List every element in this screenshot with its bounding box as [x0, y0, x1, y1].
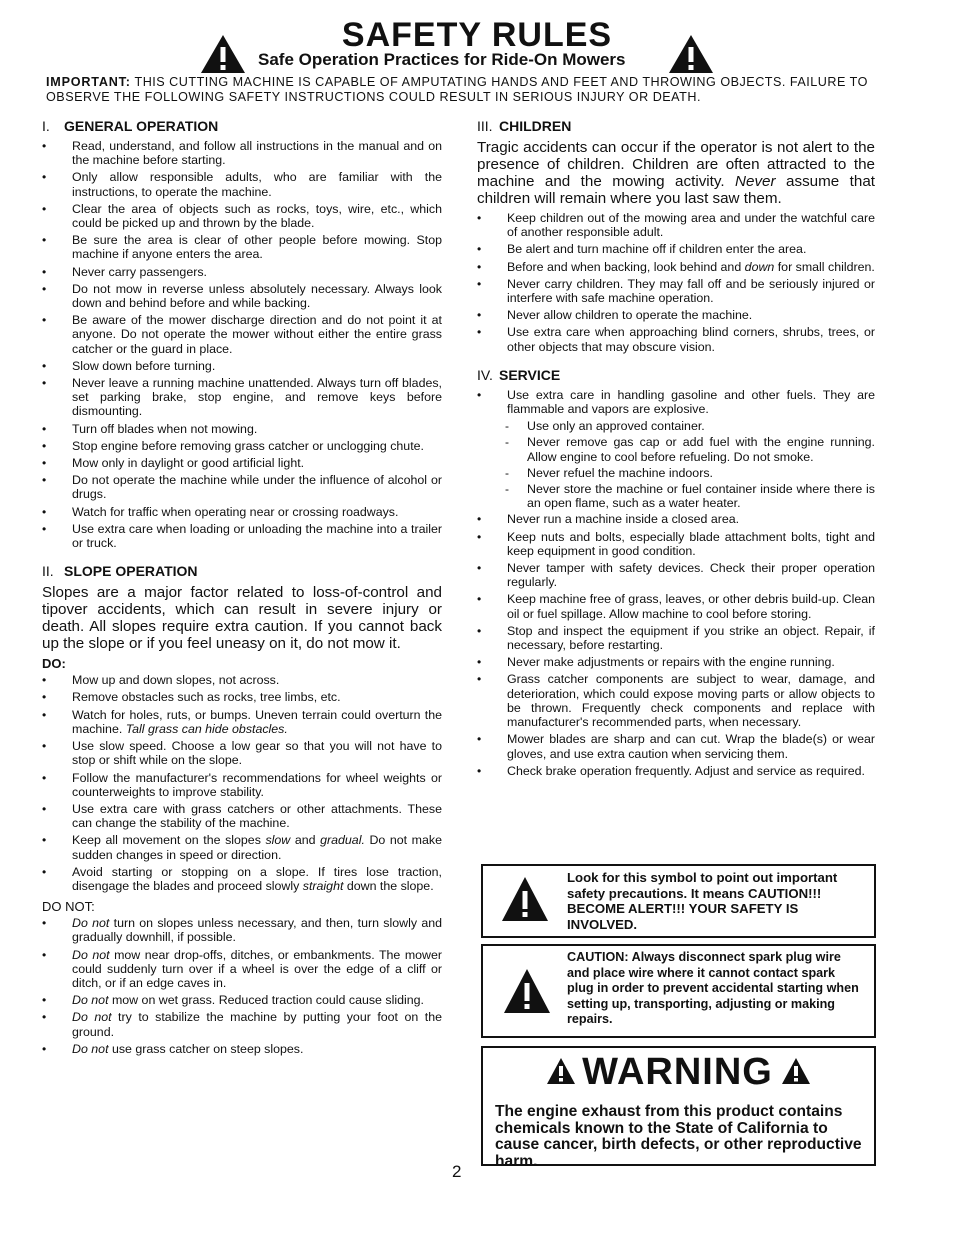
section-heading-slope	[42, 563, 442, 580]
warning-text: The engine exhaust from this product contains chemicals known to the State of California to cause cancer, birth defects, or other reproductive harm.	[495, 1103, 862, 1170]
right-column	[477, 118, 875, 781]
important-label: IMPORTANT:	[46, 75, 131, 89]
general-operation-list	[42, 139, 442, 550]
important-text: THIS CUTTING MACHINE IS CAPABLE OF AMPUTATING HANDS AND FEET AND THROWING OBJECTS. FAILURE TO OBSERVE THE FOLLOWING SAFETY INSTRUCTIONS COULD RESULT IN SERIOUS INJURY OR DEATH.	[46, 75, 868, 104]
service-list	[477, 388, 875, 416]
list-item: • Do not use grass catcher on steep slopes.	[42, 1042, 442, 1056]
important-notice	[46, 75, 916, 105]
list-item: • Use extra care in handling gasoline and other fuels. They are flammable and vapors are explosive.	[477, 388, 875, 416]
list-item: • Only allow responsible adults, who are familiar with the instructions, to operate the machine.	[42, 170, 442, 198]
section-heading-children	[477, 118, 875, 135]
list-item: • Do not mow in reverse unless absolutely necessary. Always look down and behind before and while backing.	[42, 282, 442, 310]
spark-plug-text: CAUTION: Always disconnect spark plug wire and place wire where it cannot contact spark plug in order to prevent accidental starting when setting up, transporting, adjusting or making repairs.	[567, 950, 859, 1027]
list-item: • Turn off blades when not mowing.	[42, 422, 442, 436]
section-number: I.	[42, 118, 50, 134]
list-item: • Watch for traffic when operating near or crossing roadways.	[42, 505, 442, 519]
warning-box	[481, 1046, 876, 1170]
page-number: 2	[452, 1162, 462, 1181]
list-item: • Keep nuts and bolts, especially blade attachment bolts, tight and keep equipment in good condition.	[477, 530, 875, 558]
service-list-more	[477, 512, 875, 777]
list-item: • Never tamper with safety devices. Check their proper operation regularly.	[477, 561, 875, 589]
list-item: • Do not operate the machine while under the influence of alcohol or drugs.	[42, 473, 442, 501]
section-title: SERVICE	[499, 366, 561, 383]
children-intro: Tragic accidents can occur if the operator is not alert to the presence of children. Children are often attracted to the machine and the mowing activity. Never assume that children will remain where you last saw them.	[477, 139, 876, 207]
warning-triangle-icon	[781, 1057, 811, 1085]
spark-plug-caution	[481, 944, 876, 1038]
header	[0, 18, 954, 52]
page-subtitle: Safe Operation Practices for Ride-On Mowers	[258, 50, 626, 69]
section-number: III.	[477, 118, 493, 134]
list-item: - Never store the machine or fuel container inside where there is an open flame, such as a water heater.	[477, 482, 875, 510]
list-item: • Mower blades are sharp and can cut. Wrap the blade(s) or wear gloves, and use extra caution when servicing them.	[477, 732, 875, 760]
list-item: • Never make adjustments or repairs with the engine running.	[477, 655, 875, 669]
do-heading: DO:	[42, 656, 66, 672]
warning-title: WARNING	[582, 1051, 773, 1093]
list-item: • Mow up and down slopes, not across.	[42, 673, 442, 687]
list-item: • Do not turn on slopes unless necessary, and then, turn slowly and gradually downhill, if possible.	[42, 916, 442, 944]
list-item: • Read, understand, and follow all instructions in the manual and on the machine before starting.	[42, 139, 442, 167]
list-item: • Keep all movement on the slopes slow and gradual. Do not make sudden changes in speed or direction.	[42, 833, 442, 861]
children-list	[477, 211, 875, 354]
list-item: • Be sure the area is clear of other people before mowing. Stop machine if anyone enters the area.	[42, 233, 442, 261]
list-item: • Never carry children. They may fall off and be seriously injured or interfere with safe machine operation.	[477, 277, 875, 305]
list-item: • Watch for holes, ruts, or bumps. Uneven terrain could overturn the machine. Tall grass can hide obstacles.	[42, 708, 442, 736]
list-item: • Never allow children to operate the machine.	[477, 308, 875, 322]
warning-triangle-icon	[503, 968, 551, 1014]
warning-triangle-icon	[501, 876, 549, 922]
list-item: • Keep children out of the mowing area and under the watchful care of another responsible adult.	[477, 211, 875, 239]
list-item: • Do not mow on wet grass. Reduced traction could cause sliding.	[42, 993, 442, 1007]
warning-triangle-icon	[668, 34, 714, 74]
warning-heading	[483, 1050, 874, 1094]
do-not-list	[42, 916, 442, 1056]
list-item: - Never remove gas cap or add fuel with the engine running. Allow engine to cool before refueling. Do not smoke.	[477, 435, 875, 463]
left-column	[42, 118, 442, 1059]
list-item: • Use extra care when loading or unloading the machine into a trailer or truck.	[42, 522, 442, 550]
list-item: • Stop and inspect the equipment if you strike an object. Repair, if necessary, before restarting.	[477, 624, 875, 652]
list-item: • Keep machine free of grass, leaves, or other debris build-up. Clean oil or fuel spillage. Allow machine to cool before storing.	[477, 592, 875, 620]
warning-triangle-icon	[200, 34, 246, 74]
page-title: SAFETY RULES	[341, 16, 613, 54]
section-title: CHILDREN	[499, 118, 572, 134]
section-heading-general	[42, 118, 442, 135]
fuel-sublist	[477, 419, 875, 510]
list-item: • Be alert and turn machine off if children enter the area.	[477, 242, 875, 256]
list-item: • Stop engine before removing grass catcher or unclogging chute.	[42, 439, 442, 453]
list-item: • Grass catcher components are subject to wear, damage, and deterioration, which could expose moving parts or allow objects to be thrown. Frequently check components and replace with manufacturer's recommended parts, when necessary.	[477, 672, 875, 729]
list-item: - Use only an approved container.	[477, 419, 875, 433]
do-not-heading: DO NOT:	[42, 899, 95, 915]
list-item: • Do not try to stabilize the machine by putting your foot on the ground.	[42, 1010, 442, 1038]
section-heading-service	[477, 367, 875, 384]
section-title: GENERAL OPERATION	[64, 118, 219, 134]
do-list	[42, 673, 442, 893]
list-item: • Use extra care when approaching blind corners, shrubs, trees, or other objects that may obscure vision.	[477, 325, 875, 353]
symbol-notice-text: Look for this symbol to point out important safety precautions. It means CAUTION!!! BECOME ALERT!!! YOUR SAFETY IS INVOLVED.	[567, 870, 838, 932]
list-item: • Follow the manufacturer's recommendations for wheel weights or counterweights to improve stability.	[42, 771, 442, 799]
list-item: • Before and when backing, look behind and down for small children.	[477, 260, 875, 274]
slope-intro: Slopes are a major factor related to loss-of-control and tipover accidents, which can result in severe injury or death. All slopes require extra caution. If you cannot back up the slope or if you feel uneasy on it, do not mow it.	[42, 584, 442, 653]
list-item: • Check brake operation frequently. Adjust and service as required.	[477, 764, 875, 778]
list-item: • Clear the area of objects such as rocks, toys, wire, etc., which could be picked up and thrown by the blade.	[42, 202, 442, 230]
list-item: • Use slow speed. Choose a low gear so that you will not have to stop or shift while on the slope.	[42, 739, 442, 767]
list-item: • Never carry passengers.	[42, 265, 442, 279]
list-item: • Slow down before turning.	[42, 359, 442, 373]
section-title: SLOPE OPERATION	[64, 563, 198, 580]
list-item: • Do not mow near drop-offs, ditches, or embankments. The mower could suddenly turn over if a wheel is over the edge of a cliff or ditch, or if an edge caves in.	[42, 948, 442, 991]
list-item: • Never run a machine inside a closed area.	[477, 512, 875, 526]
warning-triangle-icon	[546, 1057, 576, 1085]
list-item: • Never leave a running machine unattended. Always turn off blades, set parking brake, stop engine, and remove keys before dismounting.	[42, 376, 442, 419]
safety-symbol-notice	[481, 864, 876, 938]
section-number: II.	[42, 563, 54, 580]
list-item: • Remove obstacles such as rocks, tree limbs, etc.	[42, 690, 442, 704]
list-item: • Use extra care with grass catchers or other attachments. These can change the stability of the machine.	[42, 802, 442, 830]
list-item: - Never refuel the machine indoors.	[477, 466, 875, 480]
list-item: • Mow only in daylight or good artificial light.	[42, 456, 442, 470]
section-number: IV.	[477, 366, 493, 383]
list-item: • Be aware of the mower discharge direction and do not point it at anyone. Do not operate the mower without either the entire grass catcher or the guard in place.	[42, 313, 442, 356]
list-item: • Avoid starting or stopping on a slope. If tires lose traction, disengage the blades and proceed slowly straight down the slope.	[42, 865, 442, 893]
